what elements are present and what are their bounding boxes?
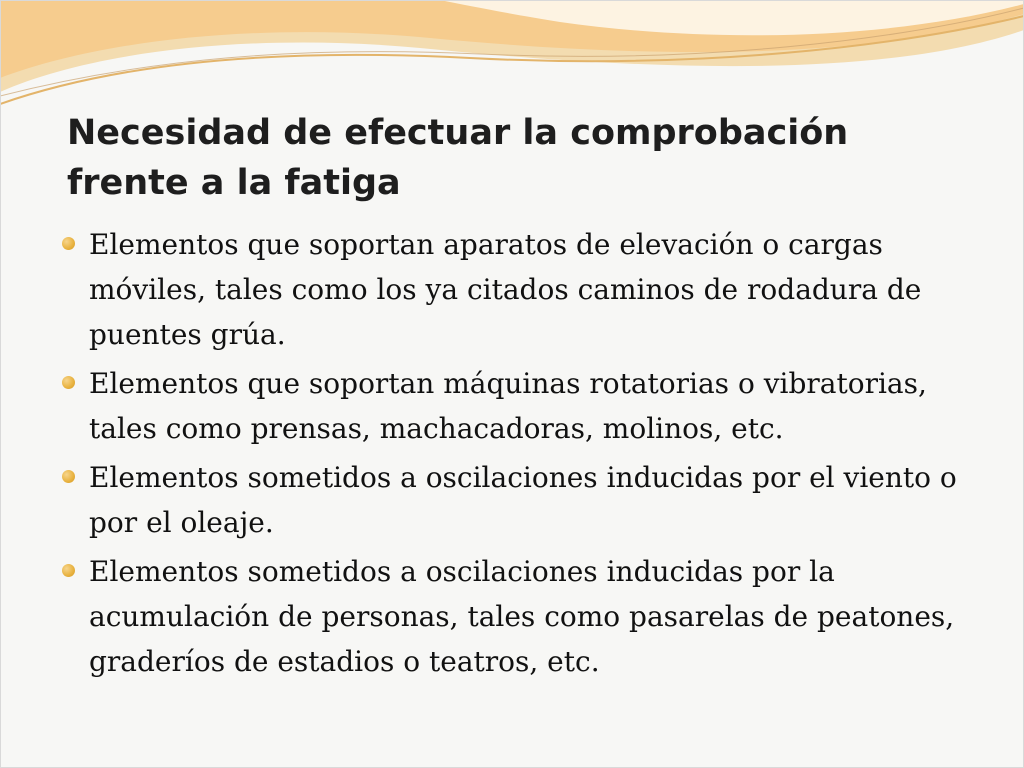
bullet-item <box>58 222 988 357</box>
bullet-dot-icon <box>62 376 75 389</box>
bullet-text: Elementos que soportan máquinas rotatorias o vibratorias, tales como prensas, machacadoras, molinos, etc. <box>89 367 927 445</box>
bullet-text: Elementos que soportan aparatos de elevación o cargas móviles, tales como los ya citados caminos de rodadura de puentes grúa. <box>89 228 922 351</box>
bullet-dot-icon <box>62 564 75 577</box>
slide-title: Necesidad de efectuar la comprobación frente a la fatiga <box>67 113 849 203</box>
bullet-item <box>58 455 988 545</box>
bullet-item <box>58 549 988 684</box>
bullet-dot-icon <box>62 470 75 483</box>
bullet-item <box>58 361 988 451</box>
bullet-list <box>58 222 988 688</box>
bullet-text: Elementos sometidos a oscilaciones inducidas por la acumulación de personas, tales como pasarelas de peatones, graderíos de estadios o teatros, etc. <box>89 555 955 678</box>
bullet-text: Elementos sometidos a oscilaciones inducidas por el viento o por el oleaje. <box>89 461 957 539</box>
bullet-dot-icon <box>62 237 75 250</box>
